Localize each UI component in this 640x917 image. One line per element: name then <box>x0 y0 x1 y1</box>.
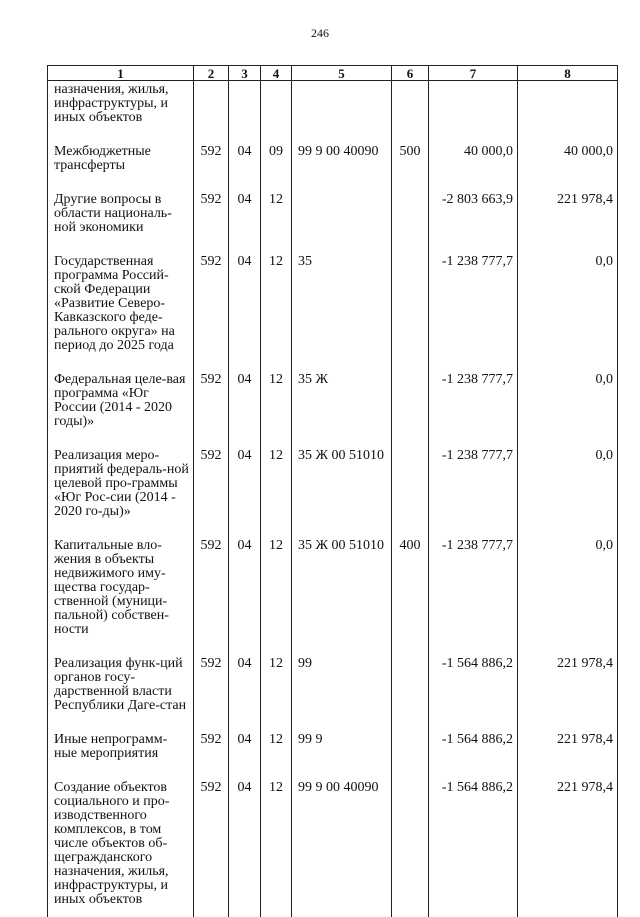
table-row <box>48 81 618 146</box>
item-name: Другие вопросы в области националь-ной экономики <box>48 193 194 255</box>
subsection-code: 12 <box>261 733 292 781</box>
amount-col8: 221 978,4 <box>518 781 618 917</box>
target-article-code: 35 Ж 00 51010 <box>292 449 392 539</box>
expense-type-code <box>392 781 429 917</box>
amount-col8: 0,0 <box>518 449 618 539</box>
table-row <box>48 373 618 449</box>
amount-col8: 221 978,4 <box>518 193 618 255</box>
subsection-code: 12 <box>261 781 292 917</box>
expense-type-code <box>392 81 429 146</box>
table-row <box>48 781 618 917</box>
item-name: Создание объектов социального и про-изводственного комплексов, в том числе объектов об-щегражданского назначения, жилья, инфраструктуры, и иных объектов <box>48 781 194 917</box>
section-code: 04 <box>229 373 261 449</box>
expense-type-code <box>392 449 429 539</box>
amount-col8: 221 978,4 <box>518 733 618 781</box>
target-article-code: 99 9 <box>292 733 392 781</box>
ministry-code: 592 <box>194 449 229 539</box>
subsection-code <box>261 81 292 146</box>
target-article-code: 99 9 00 40090 <box>292 145 392 193</box>
amount-col7: -1 238 777,7 <box>429 255 518 373</box>
section-code: 04 <box>229 449 261 539</box>
amount-col8: 40 000,0 <box>518 145 618 193</box>
ministry-code: 592 <box>194 373 229 449</box>
amount-col7 <box>429 81 518 146</box>
section-code: 04 <box>229 255 261 373</box>
ministry-code: 592 <box>194 539 229 657</box>
item-name: Федеральная целе-вая программа «Юг России (2014 - 2020 годы)» <box>48 373 194 449</box>
amount-col7: -1 564 886,2 <box>429 733 518 781</box>
table-row <box>48 449 618 539</box>
column-header-2: 2 <box>194 66 229 81</box>
amount-col7: -1 564 886,2 <box>429 657 518 733</box>
expense-type-code: 400 <box>392 539 429 657</box>
ministry-code: 592 <box>194 255 229 373</box>
item-name: Иные непрограмм-ные мероприятия <box>48 733 194 781</box>
column-header-1: 1 <box>48 66 194 81</box>
target-article-code: 99 9 00 40090 <box>292 781 392 917</box>
item-name: Государственная программа Россий-ской Федерации «Развитие Северо-Кавказского феде-рального округа» на период до 2025 года <box>48 255 194 373</box>
table-row <box>48 145 618 193</box>
subsection-code: 12 <box>261 255 292 373</box>
subsection-code: 12 <box>261 373 292 449</box>
expense-type-code <box>392 255 429 373</box>
amount-col8: 0,0 <box>518 539 618 657</box>
page-number: 246 <box>311 26 329 40</box>
amount-col8: 221 978,4 <box>518 657 618 733</box>
table-row <box>48 733 618 781</box>
expense-type-code <box>392 733 429 781</box>
target-article-code: 35 <box>292 255 392 373</box>
target-article-code <box>292 81 392 146</box>
amount-col7: -1 238 777,7 <box>429 373 518 449</box>
expense-type-code: 500 <box>392 145 429 193</box>
section-code: 04 <box>229 781 261 917</box>
ministry-code: 592 <box>194 733 229 781</box>
subsection-code: 09 <box>261 145 292 193</box>
ministry-code: 592 <box>194 145 229 193</box>
column-header-5: 5 <box>292 66 392 81</box>
subsection-code: 12 <box>261 193 292 255</box>
subsection-code: 12 <box>261 539 292 657</box>
item-name: Реализация функ-ций органов госу-дарственной власти Республики Даге-стан <box>48 657 194 733</box>
item-name: Реализация меро-приятий федераль-ной целевой про-граммы «Юг Рос-сии (2014 - 2020 го-ды)» <box>48 449 194 539</box>
section-code: 04 <box>229 145 261 193</box>
target-article-code <box>292 193 392 255</box>
table-row <box>48 539 618 657</box>
section-code: 04 <box>229 657 261 733</box>
table-row <box>48 255 618 373</box>
ministry-code: 592 <box>194 657 229 733</box>
expense-type-code <box>392 193 429 255</box>
table-row <box>48 657 618 733</box>
column-header-3: 3 <box>229 66 261 81</box>
column-header-4: 4 <box>261 66 292 81</box>
column-header-7: 7 <box>429 66 518 81</box>
ministry-code: 592 <box>194 193 229 255</box>
expense-type-code <box>392 373 429 449</box>
table-row <box>48 193 618 255</box>
amount-col7: -1 238 777,7 <box>429 449 518 539</box>
amount-col7: -2 803 663,9 <box>429 193 518 255</box>
section-code: 04 <box>229 539 261 657</box>
column-header-6: 6 <box>392 66 429 81</box>
item-name: назначения, жилья, инфраструктуры, и иных объектов <box>48 81 194 146</box>
target-article-code: 35 Ж <box>292 373 392 449</box>
amount-col8 <box>518 81 618 146</box>
section-code: 04 <box>229 193 261 255</box>
item-name: Межбюджетные трансферты <box>48 145 194 193</box>
expense-type-code <box>392 657 429 733</box>
item-name: Капитальные вло-жения в объекты недвижимого иму-щества государ-ственной (муници-пальной) собствен-ности <box>48 539 194 657</box>
ministry-code <box>194 81 229 146</box>
subsection-code: 12 <box>261 657 292 733</box>
amount-col7: -1 564 886,2 <box>429 781 518 917</box>
target-article-code: 35 Ж 00 51010 <box>292 539 392 657</box>
section-code: 04 <box>229 733 261 781</box>
section-code <box>229 81 261 146</box>
ministry-code: 592 <box>194 781 229 917</box>
amount-col7: 40 000,0 <box>429 145 518 193</box>
amount-col7: -1 238 777,7 <box>429 539 518 657</box>
header-row <box>48 66 618 81</box>
budget-table <box>47 65 618 917</box>
target-article-code: 99 <box>292 657 392 733</box>
amount-col8: 0,0 <box>518 255 618 373</box>
amount-col8: 0,0 <box>518 373 618 449</box>
subsection-code: 12 <box>261 449 292 539</box>
column-header-8: 8 <box>518 66 618 81</box>
